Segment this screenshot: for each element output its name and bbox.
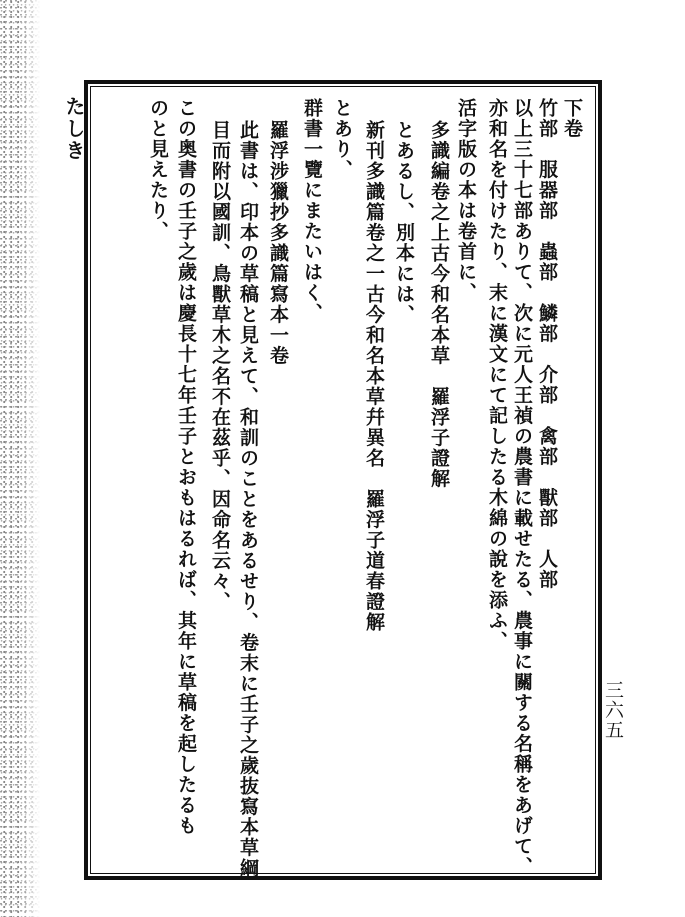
text-column-10: 群書一覽にまたいはく、: [301, 98, 323, 324]
text-column-15: のと見えたり、: [147, 98, 169, 242]
text-column-6: 多識編卷之上古今和名本草 羅浮子證解: [428, 120, 450, 489]
running-header-title: たしき: [62, 96, 86, 162]
text-column-4: 亦和名を付けたり、末に漢文にて記したる木綿の說を添ふ、: [486, 98, 508, 652]
text-column-12: 此書は、印本の草稿と見えて、和訓のことをあるせり、卷末に壬子之歲抜寫本草綱: [237, 120, 259, 879]
page-number: 三六五: [602, 680, 624, 740]
text-column-3: 以上三十七部ありて、次に元人王禎の農書に載せたる、農事に關する名稱をあげて、: [511, 98, 533, 877]
text-column-7: とあるし、別本には、: [393, 120, 415, 325]
text-column-5: 活字版の本は卷首に、: [455, 98, 477, 303]
text-column-2: 竹部 服器部 蟲部 鱗部 介部 禽部 獸部 人部: [536, 98, 558, 590]
text-column-11: 羅浮涉獵抄多識篇寫本一卷: [267, 120, 289, 366]
text-column-14: この奥書の壬子之歲は慶長十七年壬子とおもはるれば、其年に草稿を起したるも: [175, 98, 197, 836]
text-column-13: 目而附以國訓、鳥獸草木之名不在茲乎、因命名云々、: [209, 120, 231, 612]
book-binding-edge: [0, 0, 40, 917]
text-column-8: 新刊多識篇卷之一古今和名本草幷異名 羅浮子道春證解: [363, 120, 385, 633]
text-column-9: とあり、: [331, 98, 353, 180]
text-column-1: 下卷: [561, 98, 583, 139]
